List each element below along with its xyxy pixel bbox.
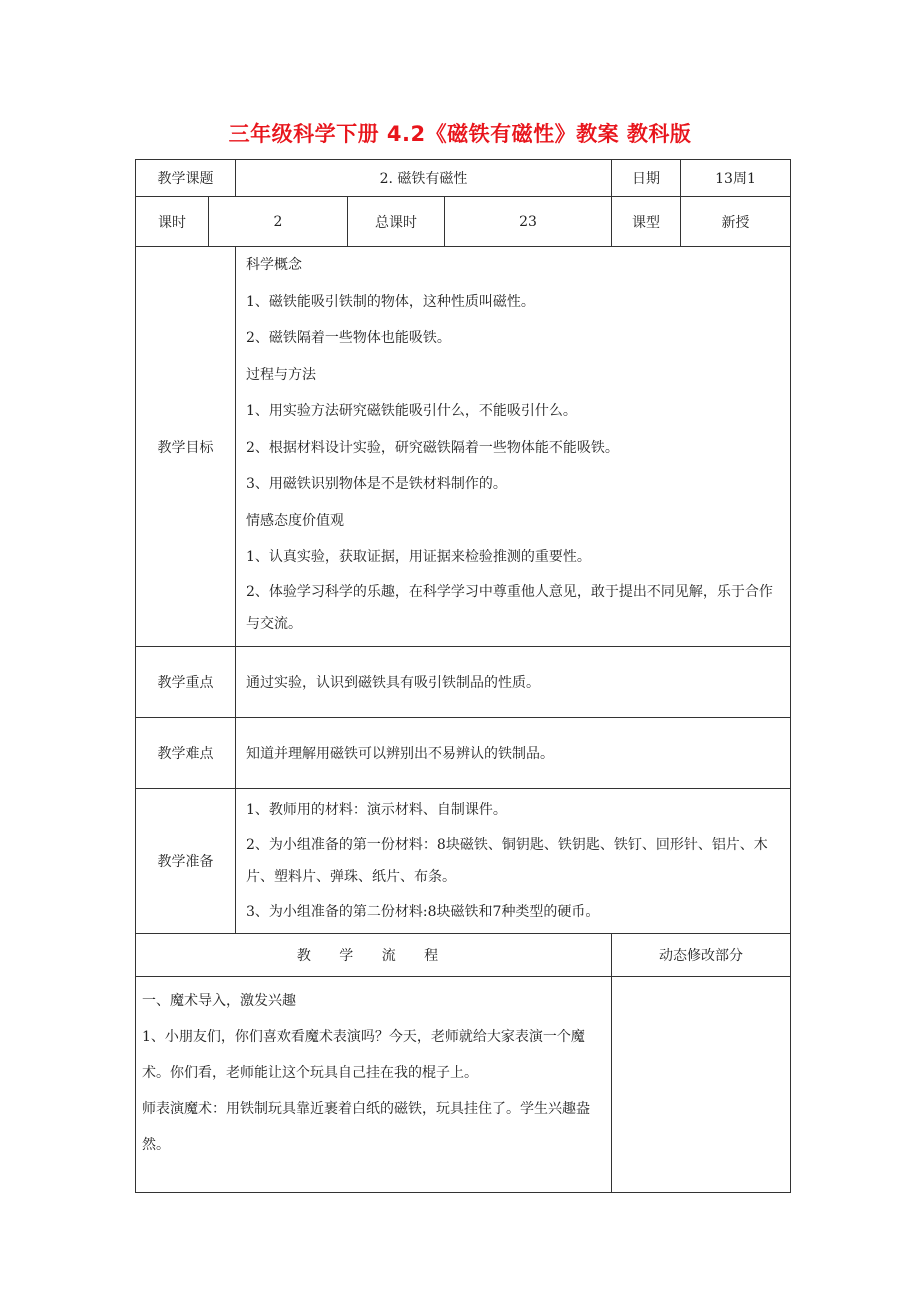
preparation-label: 教学准备 xyxy=(136,789,236,934)
objective-line: 1、认真实验，获取证据，用证据来检验推测的重要性。 xyxy=(246,549,591,565)
objective-line: 2、体验学习科学的乐趣，在科学学习中尊重他人意见，敢于提出不同见解，乐于合作与交流。 xyxy=(246,583,773,632)
lesson-plan-table xyxy=(135,159,791,1193)
preparation-row xyxy=(136,789,791,934)
objective-line: 情感态度价值观 xyxy=(246,512,344,529)
period-label: 课时 xyxy=(136,197,209,247)
total-periods-label: 总课时 xyxy=(348,197,445,247)
lesson-type-value: 新授 xyxy=(681,197,791,247)
flow-line: 一、魔术导入，激发兴趣 xyxy=(142,993,296,1009)
objectives-content xyxy=(236,247,791,647)
flow-header: 教 学 流 程 xyxy=(136,934,612,977)
objective-line: 2、根据材料设计实验，研究磁铁隔着一些物体能不能吸铁。 xyxy=(246,439,619,456)
flow-content xyxy=(136,977,612,1193)
topic-row xyxy=(136,160,791,197)
objective-line: 1、用实验方法研究磁铁能吸引什么，不能吸引什么。 xyxy=(246,403,577,419)
document-title: 三年级科学下册 4.2《磁铁有磁性》教案 教科版 xyxy=(228,122,692,146)
flow-line: 师表演魔术：用铁制玩具靠近裹着白纸的磁铁，玩具挂住了。学生兴趣盎然。 xyxy=(142,1101,590,1153)
objective-line: 2、磁铁隔着一些物体也能吸铁。 xyxy=(246,330,451,346)
objective-line: 3、用磁铁识别物体是不是铁材料制作的。 xyxy=(246,476,507,492)
date-value: 13周1 xyxy=(681,160,791,197)
flow-line: 1、小朋友们，你们喜欢看魔术表演吗？今天，老师就给大家表演一个魔术。你们看，老师能让这个玩具自己挂在我的棍子上。 xyxy=(142,1029,585,1081)
difficulty-text: 知道并理解用磁铁可以辨别出不易辨认的铁制品。 xyxy=(236,718,791,789)
lesson-type-label: 课型 xyxy=(612,197,681,247)
objective-line: 过程与方法 xyxy=(246,366,316,383)
topic-value: 2. 磁铁有磁性 xyxy=(236,160,612,197)
objectives-label: 教学目标 xyxy=(136,247,236,647)
preparation-line: 1、教师用的材料：演示材料、自制课件。 xyxy=(246,802,507,818)
objectives-row xyxy=(136,247,791,647)
dynamic-edit-cell xyxy=(612,977,791,1193)
dynamic-edit-header: 动态修改部分 xyxy=(612,934,791,977)
period-value: 2 xyxy=(209,197,348,247)
key-point-text: 通过实验，认识到磁铁具有吸引铁制品的性质。 xyxy=(236,647,791,718)
flow-header-row xyxy=(136,934,791,977)
topic-label: 教学课题 xyxy=(136,160,236,197)
preparation-line: 2、为小组准备的第一份材料：8块磁铁、铜钥匙、铁钥匙、铁钉、回形针、铝片、木片、塑料片、弹珠、纸片、布条。 xyxy=(246,836,768,885)
period-row xyxy=(136,197,791,247)
key-point-row xyxy=(136,647,791,718)
flow-content-row xyxy=(136,977,791,1193)
preparation-line: 3、为小组准备的第二份材料:8块磁铁和7种类型的硬币。 xyxy=(246,903,600,920)
date-label: 日期 xyxy=(612,160,681,197)
difficulty-label: 教学难点 xyxy=(136,718,236,789)
objective-line: 科学概念 xyxy=(246,257,302,273)
total-periods-value: 23 xyxy=(445,197,612,247)
key-point-label: 教学重点 xyxy=(136,647,236,718)
difficulty-row xyxy=(136,718,791,789)
preparation-content xyxy=(236,789,791,934)
objective-line: 1、磁铁能吸引铁制的物体，这种性质叫磁性。 xyxy=(246,293,535,310)
